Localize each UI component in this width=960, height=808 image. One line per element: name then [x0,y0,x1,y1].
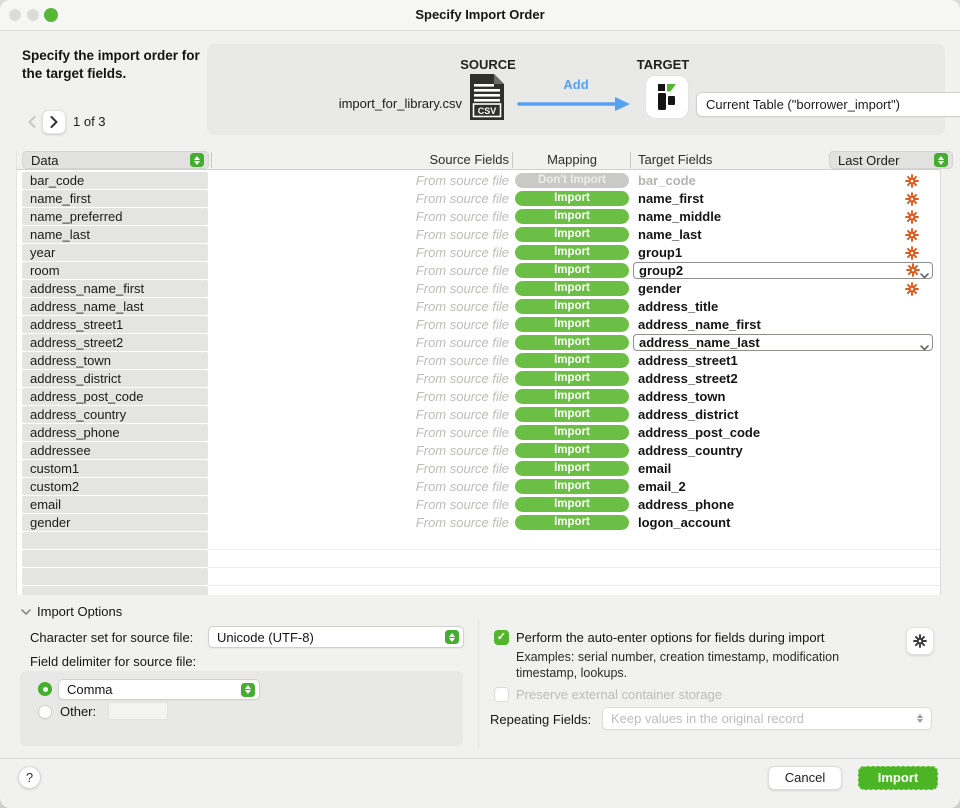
target-field-label: address_title [638,299,719,314]
charset-value: Unicode (UTF-8) [217,629,314,645]
prev-page-button[interactable] [24,112,40,132]
import-button[interactable]: Import [858,766,938,790]
other-label: Other: [60,704,97,719]
source-data-cell: address_phone [22,424,208,441]
source-field-hint: From source file [415,443,509,458]
mapping-toggle[interactable]: Import [515,389,629,404]
source-data-cell: email [22,496,208,513]
source-field-hint: From source file [415,407,509,422]
table-row [17,298,940,316]
source-field-hint: From source file [415,317,509,332]
delimiter-value: Comma [67,682,113,697]
source-field-hint: From source file [415,353,509,368]
mapping-toggle[interactable]: Import [515,479,629,494]
empty-table-row [17,586,940,595]
source-field-hint: From source file [415,173,509,188]
mapping-toggle[interactable]: Import [515,443,629,458]
table-row [17,496,940,514]
stepper-icon [934,153,948,167]
help-button[interactable]: ? [18,766,41,789]
stepper-icon [190,153,204,167]
source-data-cell: addressee [22,442,208,459]
mapping-toggle[interactable]: Don't Import [515,173,629,188]
target-fields-header: Target Fields [638,152,713,167]
chevron-down-icon [920,273,929,279]
field-options-gear-icon[interactable] [906,263,920,277]
source-data-cell: address_name_last [22,298,208,315]
preserve-container-label: Preserve external container storage [516,687,722,702]
source-data-cell: name_last [22,226,208,243]
filemaker-app-icon [645,75,689,122]
source-field-hint: From source file [415,335,509,350]
table-row [17,244,940,262]
page-indicator: 1 of 3 [73,114,106,129]
source-field-hint: From source file [415,479,509,494]
chevron-left-icon [28,116,36,128]
header-divider [630,152,631,168]
mapping-toggle[interactable]: Import [515,245,629,260]
source-field-hint: From source file [415,191,509,206]
mapping-toggle[interactable]: Import [515,191,629,206]
mapping-toggle[interactable]: Import [515,335,629,350]
next-page-button[interactable] [42,110,66,134]
comma-radio[interactable] [38,682,52,696]
target-field-label: address_phone [638,497,735,512]
gear-icon [905,246,919,260]
target-field-label: address_town [638,389,726,404]
table-row [17,460,940,478]
table-row [17,406,940,424]
target-field-label: address_street1 [638,353,738,368]
source-data-cell: custom2 [22,478,208,495]
source-data-cell: custom1 [22,460,208,477]
header-divider [211,152,212,168]
import-options-label: Import Options [37,604,123,619]
stepper-icon [913,712,927,726]
header-divider [512,152,513,168]
mapping-toggle[interactable]: Import [515,317,629,332]
source-data-cell: address_street2 [22,334,208,351]
table-row [17,226,940,244]
mapping-toggle[interactable]: Import [515,281,629,296]
source-data-cell: address_town [22,352,208,369]
source-data-cell: address_post_code [22,388,208,405]
charset-label: Character set for source file: [30,630,194,645]
table-row [17,370,940,388]
mapping-toggle[interactable]: Import [515,353,629,368]
intro-text: Specify the import order for the target fields. [22,48,200,81]
source-data-cell: address_name_first [22,280,208,297]
gear-icon [905,210,919,224]
add-link[interactable]: Add [563,77,589,92]
table-row [17,334,940,352]
other-radio[interactable] [38,705,52,719]
chevron-down-icon [21,609,31,615]
source-field-hint: From source file [415,425,509,440]
field-options-gear-icon[interactable] [905,282,919,296]
stepper-icon [445,630,459,644]
source-field-hint: From source file [415,281,509,296]
gear-icon [905,228,919,242]
target-table-value: Current Table ("borrower_import") [706,97,900,112]
gear-icon [905,174,919,188]
auto-enter-options-button[interactable] [906,627,934,655]
repeating-fields-label: Repeating Fields: [490,712,592,727]
source-field-hint: From source file [415,263,509,278]
mapping-toggle[interactable]: Import [515,425,629,440]
gear-icon [905,282,919,296]
target-table-select[interactable] [696,92,960,117]
repeating-fields-value: Keep values in the original record [611,711,804,726]
target-field-label: group2 [639,263,684,278]
auto-enter-examples: Examples: serial number, creation timestamp, modification timestamp, lookups. [516,650,840,680]
order-select-value: Last Order [838,152,900,168]
data-column-select[interactable] [22,151,209,169]
field-options-gear-icon[interactable] [905,246,919,260]
target-field-label: email [638,461,672,476]
chevron-right-icon [50,116,58,128]
delimiter-select[interactable] [58,679,260,700]
mapping-toggle[interactable]: Import [515,407,629,422]
empty-table-row [17,568,940,586]
mapping-header: Mapping [547,152,597,167]
import-options-disclosure[interactable] [21,604,122,619]
source-field-hint: From source file [415,227,509,242]
target-field-label: gender [638,281,682,296]
target-field-label: address_street2 [638,371,738,386]
source-field-hint: From source file [415,209,509,224]
field-options-gear-icon[interactable] [905,228,919,242]
empty-table-row [17,550,940,568]
chevron-down-icon [920,345,929,351]
table-row [17,478,940,496]
charset-select[interactable] [208,626,464,648]
source-label: SOURCE [460,57,516,72]
source-data-cell: bar_code [22,172,208,189]
target-field-label: name_last [638,227,702,242]
source-field-hint: From source file [415,245,509,260]
options-divider [478,620,479,748]
table-row [17,424,940,442]
mapping-toggle[interactable]: Import [515,209,629,224]
source-target-panel [207,44,945,135]
footer-divider [0,758,960,759]
dialog-title: Specify Import Order [415,7,545,22]
mapping-rows [17,172,940,595]
source-data-cell: name_preferred [22,208,208,225]
cancel-button[interactable]: Cancel [768,766,842,790]
empty-data-cell [22,550,208,567]
field-order-select[interactable] [829,151,953,169]
source-data-cell: address_district [22,370,208,387]
source-fields-header: Source Fields [429,152,509,167]
empty-data-cell [22,586,208,595]
table-row [17,514,940,532]
mapping-toggle[interactable]: Import [515,461,629,476]
target-field-label: address_country [638,443,743,458]
csv-badge: CSV [477,106,497,116]
field-options-gear-icon[interactable] [905,174,919,188]
target-field-label: name_first [638,191,704,206]
empty-data-cell [22,532,208,549]
source-data-cell: name_first [22,190,208,207]
source-data-cell: room [22,262,208,279]
mapping-toggle[interactable]: Import [515,299,629,314]
stepper-icon [241,683,255,697]
source-field-hint: From source file [415,497,509,512]
auto-enter-label: Perform the auto-enter options for fields during import [516,630,825,645]
target-field-label: address_district [638,407,739,422]
repeating-fields-select [602,707,932,730]
empty-table-row [17,532,940,550]
source-to-target-arrow-icon [517,97,631,114]
source-data-cell: address_street1 [22,316,208,333]
source-field-hint: From source file [415,371,509,386]
field-options-gear-icon[interactable] [905,210,919,224]
auto-enter-checkbox[interactable]: ✓ [494,630,509,645]
gear-icon [906,263,920,277]
mapping-toggle[interactable]: Import [515,263,629,278]
table-row [17,442,940,460]
table-row [17,208,940,226]
table-row [17,388,940,406]
target-label: TARGET [636,57,690,72]
mapping-toggle[interactable]: Import [515,371,629,386]
target-field-combo[interactable] [633,262,933,279]
source-data-cell: gender [22,514,208,531]
table-row [17,280,940,298]
source-file-name: import_for_library.csv [338,96,462,111]
source-data-cell: address_country [22,406,208,423]
source-data-cell: year [22,244,208,261]
gear-icon [913,634,927,648]
target-field-label: logon_account [638,515,731,530]
target-field-label: bar_code [638,173,696,188]
target-field-label: address_name_first [638,317,761,332]
import-mapping-table [16,151,941,595]
title-bar [0,0,960,31]
source-field-hint: From source file [415,515,509,530]
table-row [17,190,940,208]
table-row [17,172,940,190]
target-field-label: address_post_code [638,425,761,440]
source-field-hint: From source file [415,299,509,314]
other-delimiter-input[interactable] [108,702,168,720]
preserve-container-checkbox[interactable] [494,687,509,702]
source-field-hint: From source file [415,461,509,476]
target-field-label: group1 [638,245,683,260]
table-row [17,262,940,280]
target-field-label: name_middle [638,209,722,224]
field-options-gear-icon[interactable] [905,192,919,206]
table-row [17,352,940,370]
csv-file-icon [468,73,506,124]
delimiter-panel [20,671,463,746]
gear-icon [905,192,919,206]
empty-data-cell [22,568,208,585]
mapping-toggle[interactable]: Import [515,227,629,242]
table-row [17,316,940,334]
target-field-combo[interactable] [633,334,933,351]
mapping-toggle[interactable]: Import [515,497,629,512]
target-field-label: email_2 [638,479,686,494]
mapping-toggle[interactable]: Import [515,515,629,530]
delimiter-label: Field delimiter for source file: [30,654,197,669]
source-field-hint: From source file [415,389,509,404]
data-select-value: Data [31,152,59,168]
table-header [17,151,940,170]
target-field-label: address_name_last [639,335,760,350]
